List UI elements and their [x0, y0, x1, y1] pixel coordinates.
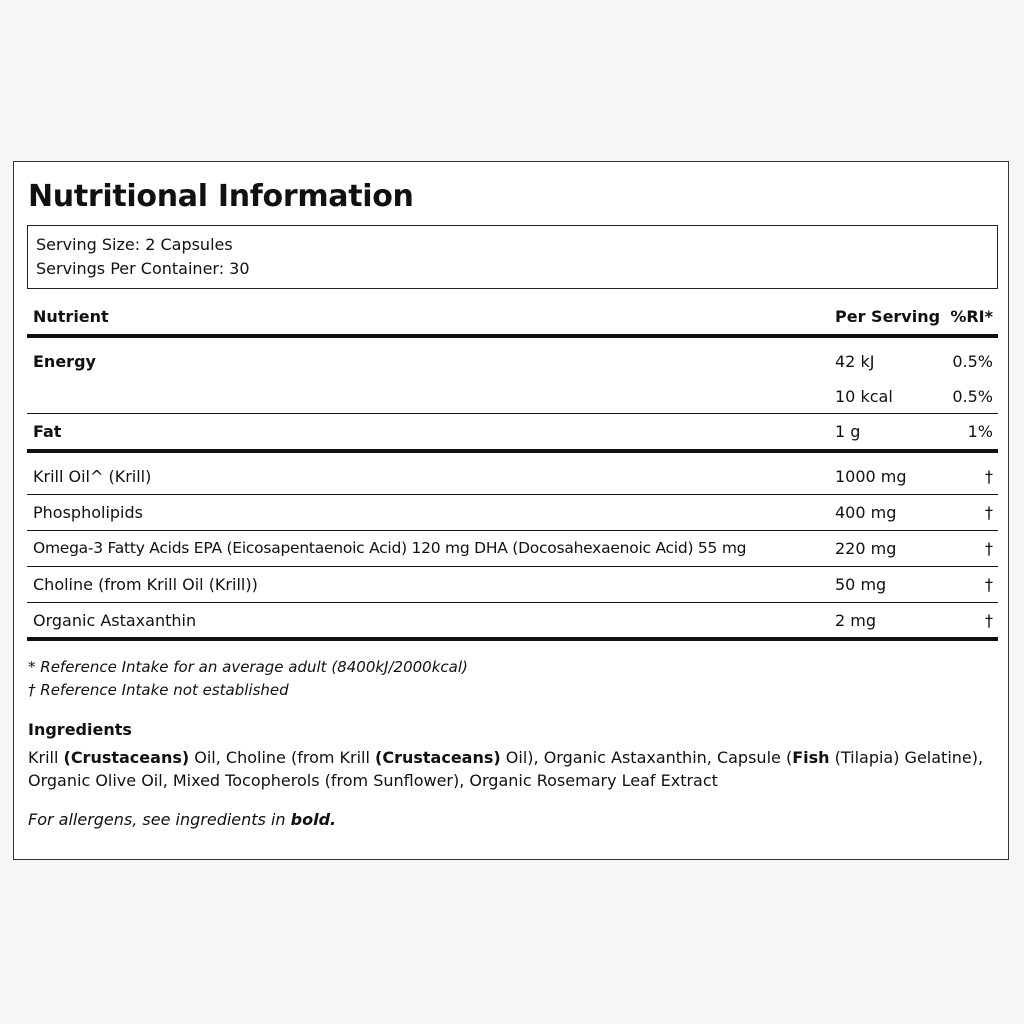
- header-nutrient: Nutrient: [33, 307, 109, 326]
- divider-thick: [27, 637, 998, 641]
- nutrient-ri: †: [985, 575, 993, 594]
- divider-thick: [27, 334, 998, 338]
- nutrient-ri: †: [985, 467, 993, 486]
- nutrient-name: Organic Astaxanthin: [33, 611, 197, 630]
- divider-thin: [27, 602, 998, 603]
- fat-value: 1 g: [835, 422, 861, 441]
- allergen-note-text: For allergens, see ingredients in: [28, 810, 291, 829]
- energy-kj: 42 kJ: [835, 352, 875, 371]
- nutrient-name: Krill Oil^ (Krill): [33, 467, 152, 486]
- nutrient-value: 2 mg: [835, 611, 877, 630]
- nutrient-name: Choline (from Krill Oil (Krill)): [33, 575, 258, 594]
- servings-per-container: Servings Per Container: 30: [36, 259, 250, 278]
- allergen-note-bold: bold.: [290, 810, 337, 829]
- divider-thick: [27, 449, 998, 453]
- header-ri: %RI*: [950, 307, 993, 326]
- nutrient-ri: †: [985, 611, 993, 630]
- energy-kcal: 10 kcal: [835, 387, 893, 406]
- header-per-serving: Per Serving: [835, 307, 941, 326]
- ingredient-part: Krill: [28, 748, 64, 767]
- nutrient-ri: †: [985, 539, 993, 558]
- nutrient-value: 220 mg: [835, 539, 897, 558]
- divider-thin: [27, 530, 998, 531]
- nutrient-name: Phospholipids: [33, 503, 143, 522]
- ingredient-part: (Tilapia) Gelatine), Organic Olive Oil, Mixed Tocopherols (from Sunflower), Organic Rosemary Leaf Extract: [28, 748, 984, 790]
- nutrient-value: 400 mg: [835, 503, 897, 522]
- footnote-ri: * Reference Intake for an average adult (8400kJ/2000kcal): [28, 658, 468, 676]
- fat-label: Fat: [33, 422, 62, 441]
- nutrient-name: Omega-3 Fatty Acids EPA (Eicosapentaenoic Acid) 120 mg DHA (Docosahexaenoic Acid) 55 mg: [33, 539, 747, 557]
- allergen-crustaceans: (Crustaceans): [375, 748, 501, 767]
- nutrient-value: 1000 mg: [835, 467, 907, 486]
- energy-kcal-ri: 0.5%: [952, 387, 993, 406]
- energy-kj-ri: 0.5%: [952, 352, 993, 371]
- ingredients-text: [28, 746, 998, 792]
- ingredients-heading: Ingredients: [28, 720, 132, 739]
- ingredient-part: Oil, Choline (from Krill: [189, 748, 376, 767]
- divider-thin: [27, 566, 998, 567]
- energy-label: Energy: [33, 352, 96, 371]
- serving-size: Serving Size: 2 Capsules: [36, 235, 233, 254]
- allergen-crustaceans: (Crustaceans): [63, 748, 190, 767]
- footnote-not-established: † Reference Intake not established: [28, 681, 289, 699]
- serving-info-box: [27, 225, 998, 289]
- divider-thin: [27, 413, 998, 414]
- allergen-note: [28, 810, 336, 829]
- nutrition-panel: [13, 161, 1009, 860]
- nutrient-ri: †: [985, 503, 993, 522]
- divider-thin: [27, 494, 998, 495]
- allergen-fish: Fish: [792, 748, 830, 767]
- nutrient-value: 50 mg: [835, 575, 887, 594]
- fat-ri: 1%: [967, 422, 993, 441]
- page-title: Nutritional Information: [28, 179, 414, 214]
- ingredient-part: Oil), Organic Astaxanthin, Capsule (: [500, 748, 793, 767]
